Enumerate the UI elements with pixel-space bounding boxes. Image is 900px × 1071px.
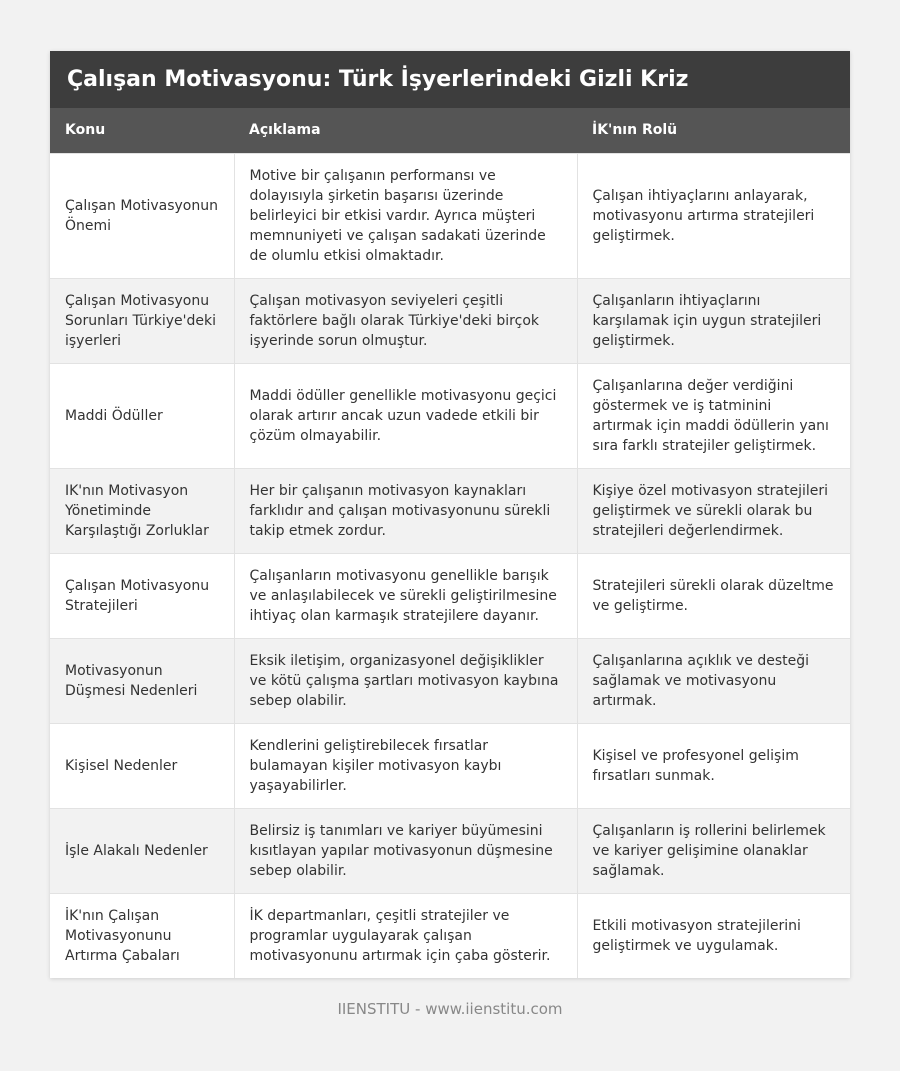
cell-konu: Maddi Ödüller — [50, 363, 234, 468]
column-header-konu: Konu — [65, 122, 106, 139]
table-row — [50, 153, 850, 278]
cell-aciklama: İK departmanları, çeşitli stratejiler ve programlar uygulayarak çalışan motivasyonunu artırmak için çaba gösterir. — [234, 893, 577, 978]
cell-ik-rolu: Çalışanlarına değer verdiğini göstermek ve iş tatminini artırmak için maddi ödüllerin yanı sıra farklı stratejiler geliştirmek. — [577, 363, 850, 468]
cell-ik-rolu: Kişisel ve profesyonel gelişim fırsatları sunmak. — [577, 723, 850, 808]
cell-konu: Motivasyonun Düşmesi Nedenleri — [50, 638, 234, 723]
cell-ik-rolu: Kişiye özel motivasyon stratejileri geliştirmek ve sürekli olarak bu stratejileri değerlendirmek. — [577, 468, 850, 553]
cell-aciklama: Maddi ödüller genellikle motivasyonu geçici olarak artırır ancak uzun vadede etkili bir çözüm olmayabilir. — [234, 363, 577, 468]
cell-konu: Çalışan Motivasyonu Stratejileri — [50, 553, 234, 638]
table-row — [50, 468, 850, 553]
cell-ik-rolu: Çalışan ihtiyaçlarını anlayarak, motivasyonu artırma stratejileri geliştirmek. — [577, 153, 850, 278]
cell-ik-rolu: Çalışanlarına açıklık ve desteği sağlamak ve motivasyonu artırmak. — [577, 638, 850, 723]
cell-aciklama: Motive bir çalışanın performansı ve dolayısıyla şirketin başarısı üzerinde belirleyici bir etkisi vardır. Ayrıca müşteri memnuniyeti ve çalışan sadakati üzerinde de olumlu etkisi olmaktadır. — [234, 153, 577, 278]
cell-aciklama: Çalışan motivasyon seviyeleri çeşitli faktörlere bağlı olarak Türkiye'deki birçok işyerinde sorun olmuştur. — [234, 278, 577, 363]
cell-konu: Kişisel Nedenler — [50, 723, 234, 808]
table-row — [50, 553, 850, 638]
column-header-aciklama: Açıklama — [249, 122, 321, 139]
cell-ik-rolu: Çalışanların iş rollerini belirlemek ve kariyer gelişimine olanaklar sağlamak. — [577, 808, 850, 893]
table-row — [50, 723, 850, 808]
column-header-ik-rolu: İK'nın Rolü — [592, 122, 678, 139]
cell-konu: İşle Alakalı Nedenler — [50, 808, 234, 893]
table-row — [50, 363, 850, 468]
cell-aciklama: Belirsiz iş tanımları ve kariyer büyümesini kısıtlayan yapılar motivasyonun düşmesine sebep olabilir. — [234, 808, 577, 893]
cell-ik-rolu: Etkili motivasyon stratejilerini geliştirmek ve uygulamak. — [577, 893, 850, 978]
table-header-row — [50, 108, 850, 153]
cell-konu: Çalışan Motivasyonun Önemi — [50, 153, 234, 278]
page-title: Çalışan Motivasyonu: Türk İşyerlerindeki Gizli Kriz — [50, 51, 850, 108]
cell-aciklama: Kendlerini geliştirebilecek fırsatlar bulamayan kişiler motivasyon kaybı yaşayabilirler. — [234, 723, 577, 808]
cell-aciklama: Çalışanların motivasyonu genellikle barışık ve anlaşılabilecek ve sürekli geliştirilmesine ihtiyaç olan karmaşık stratejilere dayanır. — [234, 553, 577, 638]
cell-konu: Çalışan Motivasyonu Sorunları Türkiye'deki işyerleri — [50, 278, 234, 363]
content-card — [50, 51, 850, 978]
cell-ik-rolu: Stratejileri sürekli olarak düzeltme ve geliştirme. — [577, 553, 850, 638]
data-table — [50, 108, 850, 978]
table-row — [50, 808, 850, 893]
table-row — [50, 893, 850, 978]
cell-aciklama: Her bir çalışanın motivasyon kaynakları farklıdır and çalışan motivasyonunu sürekli takip etmek zordur. — [234, 468, 577, 553]
cell-konu: İK'nın Çalışan Motivasyonunu Artırma Çabaları — [50, 893, 234, 978]
table-row — [50, 638, 850, 723]
table-row — [50, 278, 850, 363]
cell-ik-rolu: Çalışanların ihtiyaçlarını karşılamak için uygun stratejileri geliştirmek. — [577, 278, 850, 363]
footer-credit: IIENSTITU - www.iienstitu.com — [337, 1000, 563, 1018]
cell-konu: IK'nın Motivasyon Yönetiminde Karşılaştığı Zorluklar — [50, 468, 234, 553]
cell-aciklama: Eksik iletişim, organizasyonel değişiklikler ve kötü çalışma şartları motivasyon kaybına sebep olabilir. — [234, 638, 577, 723]
